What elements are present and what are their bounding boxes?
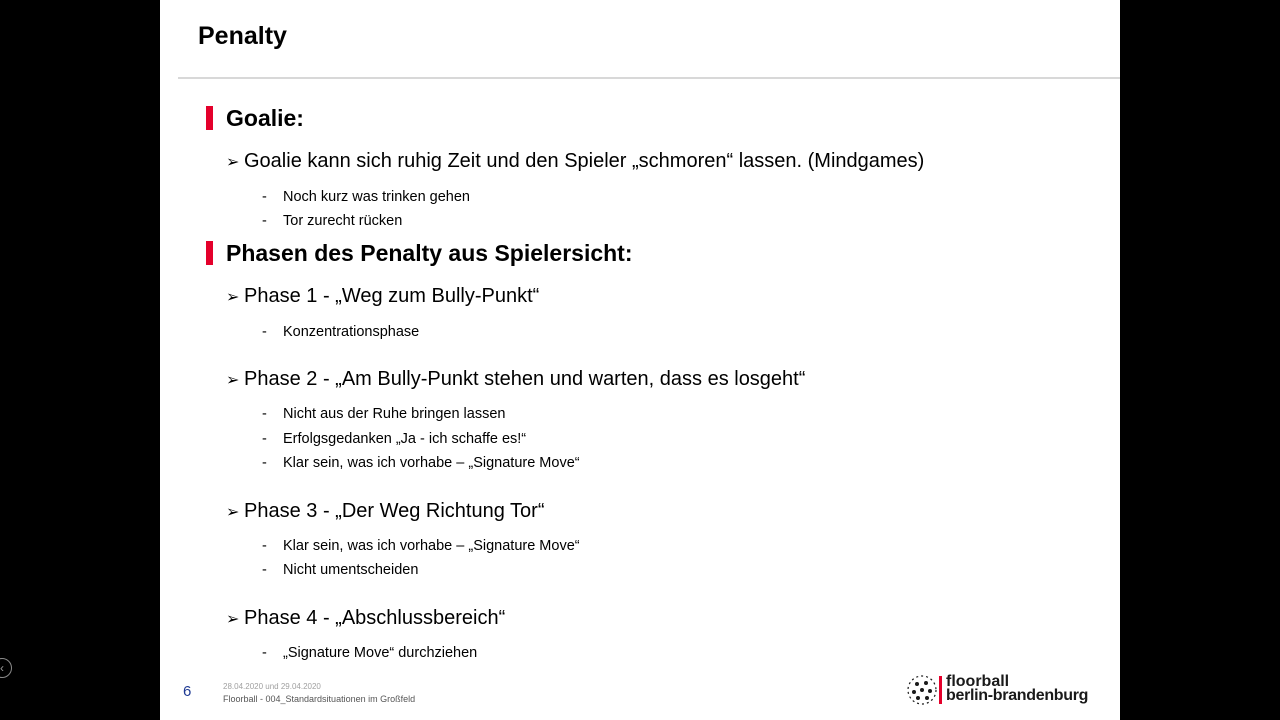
heading-accent-bar: [206, 106, 213, 130]
logo-text-line1: floorball: [946, 673, 1010, 690]
sub-bullet: - Konzentrationsphase: [262, 324, 420, 340]
sub-bullet: - Tor zurecht rücken: [262, 213, 403, 229]
sub-bullet: - „Signature Move“ durchziehen: [262, 645, 478, 661]
slide-title: Penalty: [198, 22, 287, 50]
sub-bullet: - Klar sein, was ich vorhabe – „Signature Move“: [262, 538, 580, 554]
arrow-bullet-icon: ➢: [226, 372, 240, 389]
logo-text-line2: berlin-brandenburg: [946, 687, 1089, 704]
sub-bullet: - Klar sein, was ich vorhabe – „Signature Move“: [262, 455, 580, 471]
arrow-bullet-icon: ➢: [226, 154, 240, 171]
bullet-goalie: ➢ Goalie kann sich ruhig Zeit und den Spieler „schmoren“ lassen. (Mindgames): [226, 149, 924, 175]
arrow-bullet-icon: ➢: [226, 504, 240, 521]
footer-date: 28.04.2020 und 29.04.2020: [223, 682, 321, 691]
slide: [160, 0, 1120, 720]
floorball-logo: [906, 672, 1106, 708]
bullet-phase-3: ➢ Phase 3 - „Der Weg Richtung Tor“: [226, 499, 545, 525]
chevron-left-icon: ‹: [0, 661, 4, 675]
sub-bullet: - Nicht umentscheiden: [262, 562, 419, 578]
arrow-bullet-icon: ➢: [226, 289, 240, 306]
floorball-ball-icon: [906, 674, 938, 706]
bullet-phase-4: ➢ Phase 4 - „Abschlussbereich“: [226, 606, 505, 632]
sub-bullet: - Erfolgsgedanken „Ja - ich schaffe es!“: [262, 431, 527, 447]
sub-bullet: - Noch kurz was trinken gehen: [262, 189, 470, 205]
footer-document-title: Floorball - 004_Standardsituationen im Großfeld: [223, 694, 416, 704]
logo-accent-bar: [939, 676, 942, 704]
section-heading-phasen: Phasen des Penalty aus Spielersicht:: [206, 240, 633, 266]
bullet-phase-1: ➢ Phase 1 - „Weg zum Bully-Punkt“: [226, 284, 539, 310]
heading-accent-bar: [206, 241, 213, 265]
previous-slide-button[interactable]: [0, 658, 12, 678]
arrow-bullet-icon: ➢: [226, 611, 240, 628]
bullet-phase-2: ➢ Phase 2 - „Am Bully-Punkt stehen und warten, dass es losgeht“: [226, 367, 805, 393]
title-divider: [178, 77, 1120, 79]
section-heading-goalie: Goalie:: [206, 105, 304, 131]
page-number: 6: [183, 683, 192, 700]
sub-bullet: - Nicht aus der Ruhe bringen lassen: [262, 406, 506, 422]
